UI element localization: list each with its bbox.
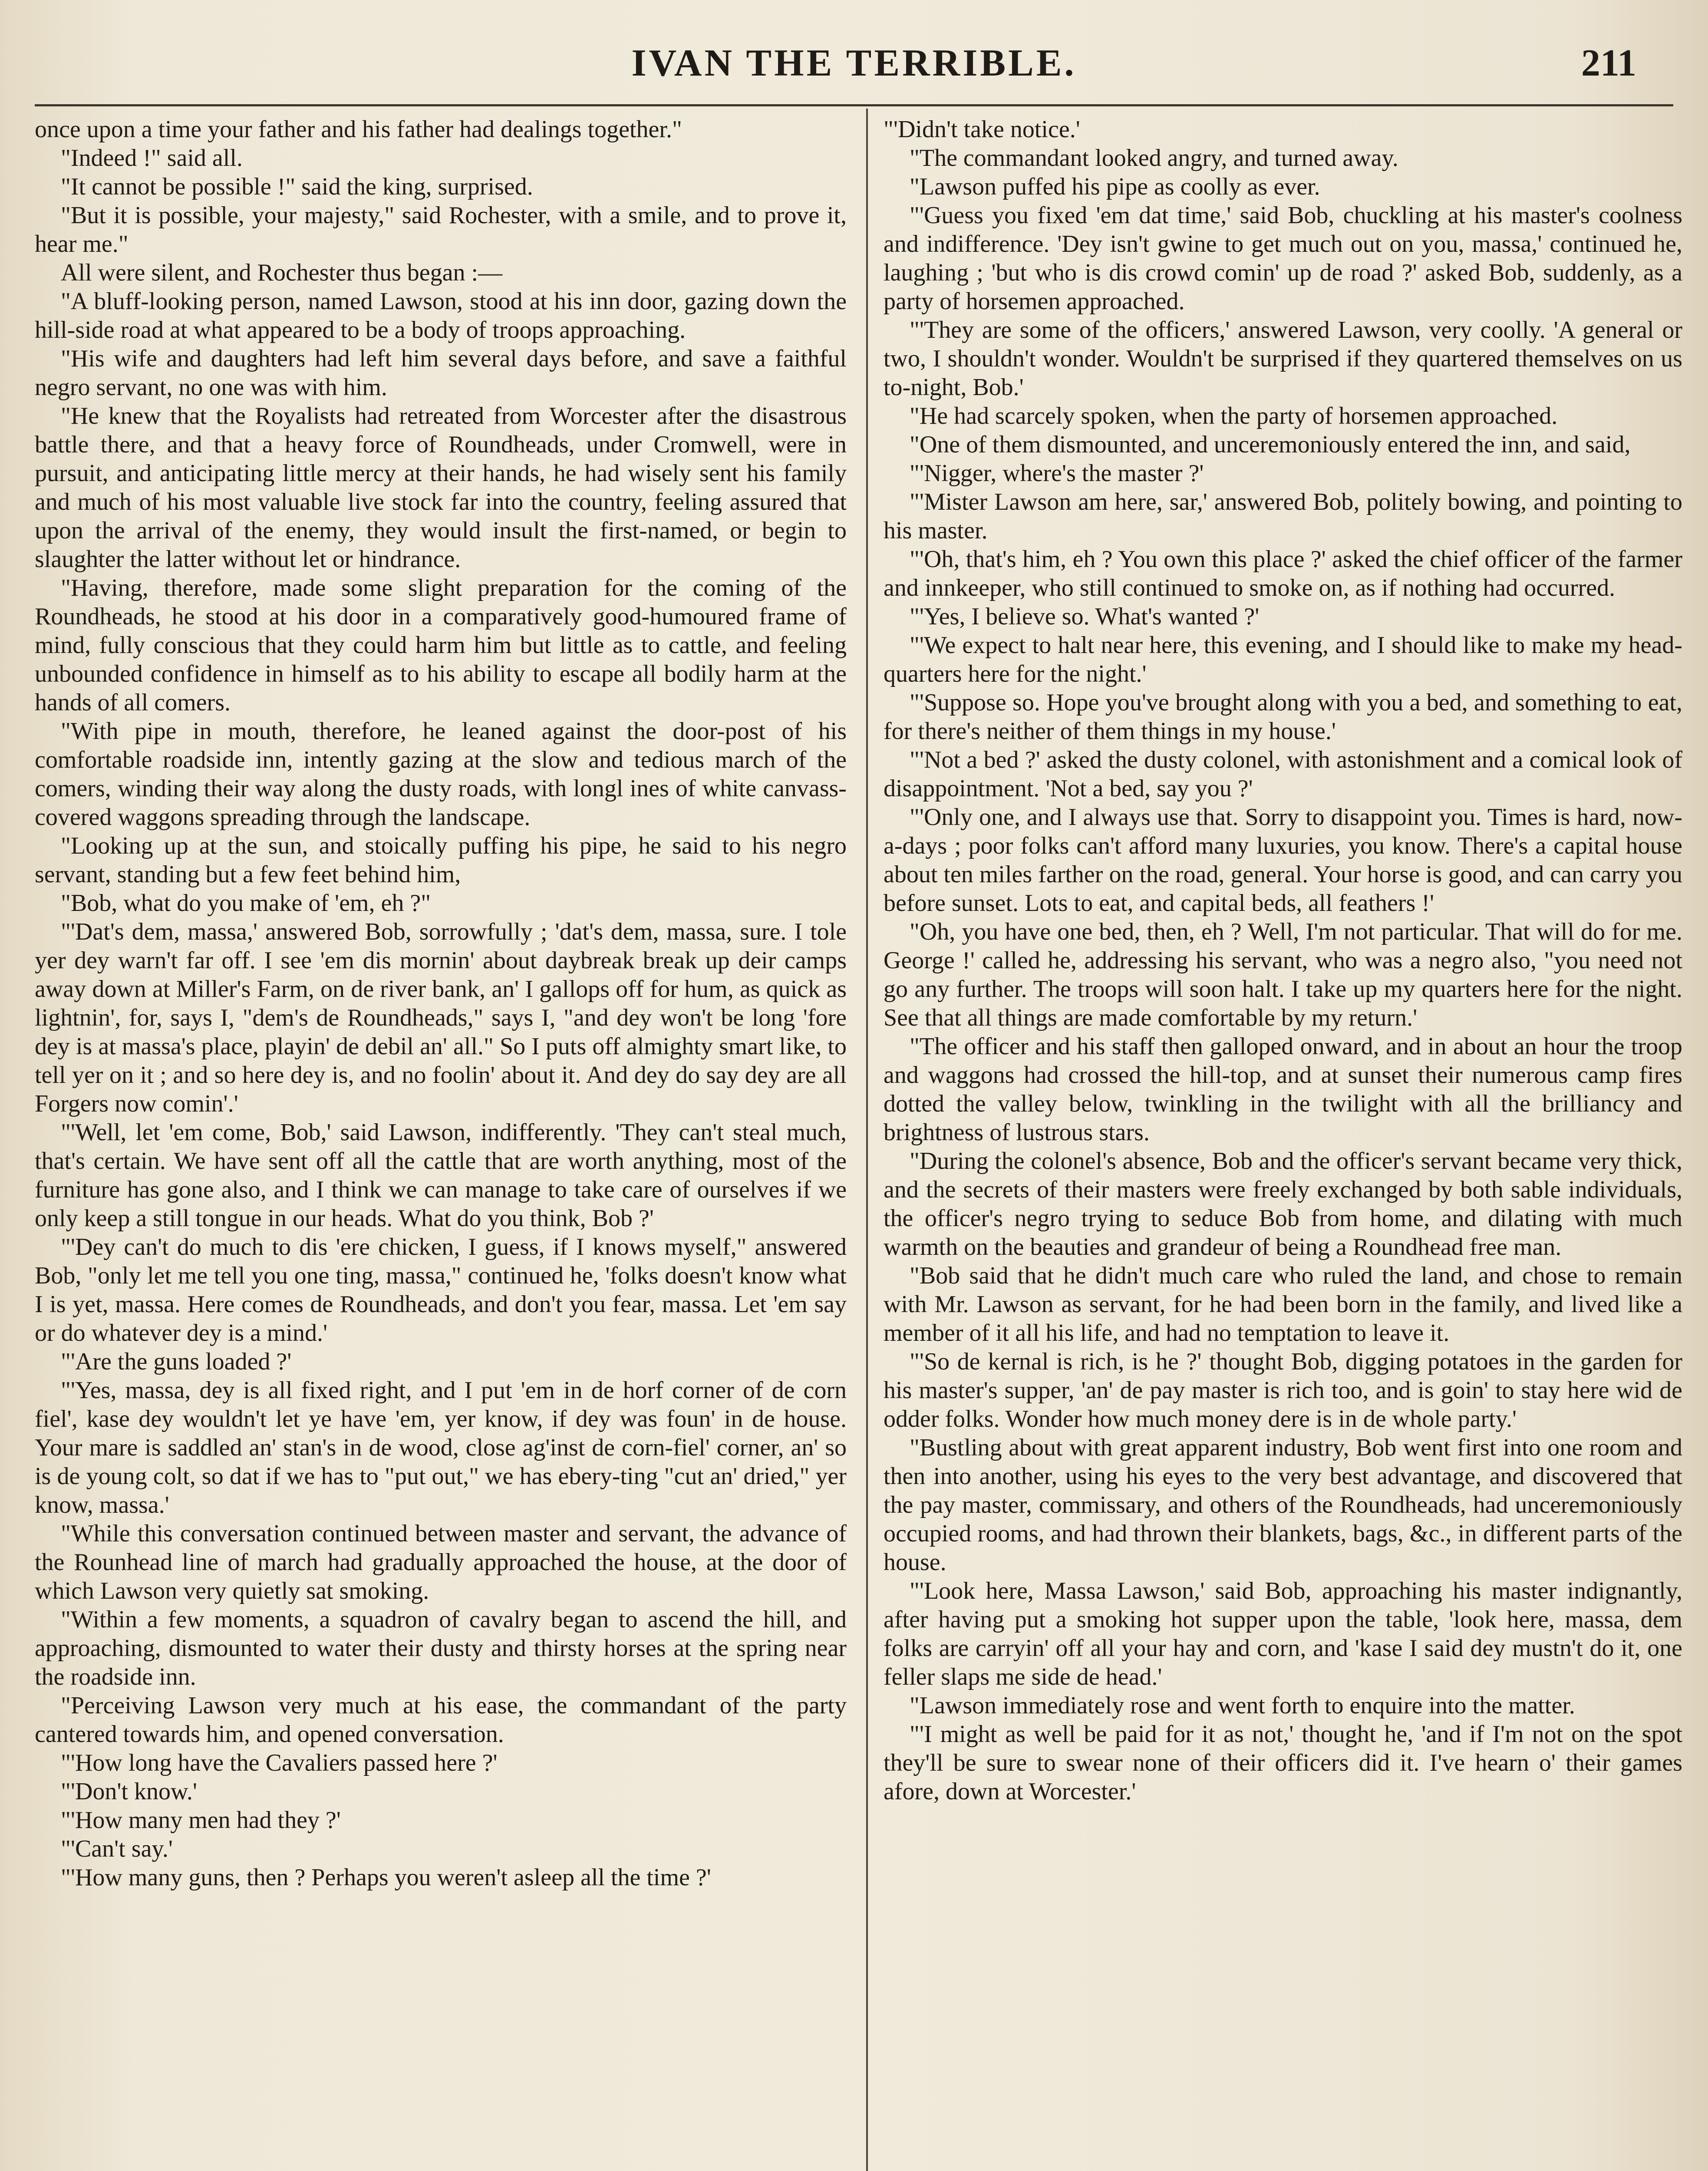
paragraph: "Within a few moments, a squadron of cavalry began to ascend the hill, and approaching, dismounted to water their dusty and thirsty horses at the spring near the roadside inn. [35,1606,847,1690]
paragraph: "'Well, let 'em come, Bob,' said Lawson, indifferently. 'They can't steal much, that's certain. We have sent off all the cattle that are worth anything, most of the furniture has gone also, and I think we can manage to take care of ourselves if we only keep a still tongue in our heads. What do you think, Bob ?' [35,1119,847,1232]
paragraph: "Oh, you have one bed, then, eh ? Well, I'm not particular. That will do for me. George !' called he, addressing his servant, who was a negro also, "you need not go any further. The troops will soon halt. I take up my quarters here for the night. See that all things are made comfortable by my return.' [884,918,1682,1031]
paragraph: "One of them dismounted, and unceremoniously entered the inn, and said, [910,431,1631,458]
paragraph: "'They are some of the officers,' answered Lawson, very coolly. 'A general or two, I shouldn't wonder. Wouldn't be surprised if they quartered themselves on us to-night, Bob.' [884,317,1682,401]
left-column [35,115,847,2171]
paragraph: "'Are the guns loaded ?' [61,1348,292,1375]
right-column [884,115,1682,2171]
paragraph: "'Look here, Massa Lawson,' said Bob, approaching his master indignantly, after having put a smoking hot supper upon the table, 'look here, massa, dem folks are carryin' off all your hay and corn, and 'kase I said dey mustn't do it, one feller slaps me side de head.' [884,1577,1682,1690]
paragraph: "But it is possible, your majesty," said Rochester, with a smile, and to prove it, hear me." [35,202,847,257]
paragraph: "Looking up at the sun, and stoically puffing his pipe, he said to his negro servant, standing but a few feet behind him, [35,832,847,888]
paragraph: "Bustling about with great apparent industry, Bob went first into one room and then into another, using his eyes to the very best advantage, and discovered that the pay master, commissary, and others of the Roundheads, had unceremoniously occupied rooms, and had thrown their blankets, bags, &c., in different parts of the house. [884,1434,1682,1576]
paragraph: "He knew that the Royalists had retreated from Worcester after the disastrous battle there, and that a heavy force of Roundheads, under Cromwell, were in pursuit, and anticipating little mercy at their hands, he had wisely sent his family and much of his most valuable live stock far into the country, feeling assured that upon the arrival of the enemy, they would insult the first-named, or begin to slaughter the latter without let or hindrance. [35,403,847,573]
paragraph: "His wife and daughters had left him several days before, and save a faithful negro servant, no one was with him. [35,345,847,401]
page-number: 211 [1581,42,1636,84]
paragraph: "The officer and his staff then galloped onward, and in about an hour the troop and waggons had crossed the hill-top, and at sunset their numerous camp fires dotted the valley below, twinkling in the twilight with all the brilliancy and brightness of lustrous stars. [884,1033,1682,1146]
paragraph: "'Can't say.' [61,1835,173,1862]
paragraph: once upon a time your father and his father had dealings together." [35,116,682,143]
running-title: IVAN THE TERRIBLE. [631,42,1077,84]
column-divider [866,109,868,2171]
paragraph: "'Only one, and I always use that. Sorry to disappoint you. Times is hard, now-a-days ; poor folks can't afford many luxuries, you know. There's a capital house about ten miles farther on the road, general. Your horse is good, and can carry you before sunset. Lots to eat, and capital beds, all feathers !' [884,804,1682,917]
paragraph: "'Nigger, where's the master ?' [910,460,1204,487]
paragraph: "Lawson puffed his pipe as coolly as ever. [910,173,1320,200]
paragraph: "'I might as well be paid for it as not,' thought he, 'and if I'm not on the spot they'll be sure to swear none of their officers did it. I've hearn o' their games afore, down at Worcester.' [884,1721,1682,1805]
paragraph: "Indeed !" said all. [61,145,243,172]
paragraph: "'Dat's dem, massa,' answered Bob, sorrowfully ; 'dat's dem, massa, sure. I tole yer dey warn't far off. I see 'em dis mornin' about daybreak break up deir camps away down at Miller's Farm, on de river bank, an' I gallops off for hum, as quick as lightnin', for, says I, "dem's de Roundheads," says I, "and dey won't be long 'fore dey is at massa's place, playin' de debil an' all." So I puts off almighty smart like, to tell yer on it ; and so here dey is, and no foolin' about it. And dey do say dey are all Forgers now comin'.' [35,918,847,1117]
paragraph: "'Don't know.' [61,1778,197,1805]
paragraph: "'Not a bed ?' asked the dusty colonel, with astonishment and a comical look of disappointment. 'Not a bed, say you ?' [884,746,1682,802]
paragraph: "'Didn't take notice.' [884,116,1080,143]
paragraph: "Bob said that he didn't much care who ruled the land, and chose to remain with Mr. Lawson as servant, for he had been born in the family, and lived like a member of it all his life, and had no temptation to leave it. [884,1262,1682,1346]
paragraph: "During the colonel's absence, Bob and the officer's servant became very thick, and the secrets of their masters were freely exchanged by both sable individuals, the officer's negro trying to seduce Bob from home, and dilating with much warmth on the beauties and grandeur of being a Roundhead free man. [884,1148,1682,1260]
paragraph: "Lawson immediately rose and went forth to enquire into the matter. [910,1692,1575,1719]
paragraph: "A bluff-looking person, named Lawson, stood at his inn door, gazing down the hill-side road at what appeared to be a body of troops approaching. [35,288,847,343]
paragraph: "'Guess you fixed 'em dat time,' said Bob, chuckling at his master's coolness and indifference. 'Dey isn't gwine to get much out on you, massa,' continued he, laughing ; 'but who is dis crowd comin' up de road ?' asked Bob, suddenly, as a party of horsemen approached. [884,202,1682,315]
paragraph: "The commandant looked angry, and turned away. [910,145,1398,172]
paragraph: All were silent, and Rochester thus began :— [61,259,503,286]
paragraph: "'How long have the Cavaliers passed here ?' [61,1749,498,1776]
paragraph: "Perceiving Lawson very much at his ease, the commandant of the party cantered towards him, and opened conversation. [35,1692,847,1748]
paragraph: "'Yes, massa, dey is all fixed right, and I put 'em in de horf corner of de corn fiel', kase dey wouldn't let ye have 'em, yer know, if dey was foun' in de house. Your mare is saddled an' stan's in de wood, close ag'inst de corn-fiel' corner, an' so is de young colt, so dat if we has to "put out," we has ebery-ting "cut an' dried," yer know, massa.' [35,1377,847,1518]
paragraph: "'Mister Lawson am here, sar,' answered Bob, politely bowing, and pointing to his master. [884,488,1682,544]
paragraph: "'How many guns, then ? Perhaps you weren't asleep all the time ?' [61,1864,711,1891]
paragraph: "'So de kernal is rich, is he ?' thought Bob, digging potatoes in the garden for his master's supper, 'an' de pay master is rich too, and is goin' to stay here wid de odder folks. Wonder how much money dere is in de whole party.' [884,1348,1682,1432]
paragraph: "It cannot be possible !" said the king, surprised. [61,173,533,200]
paragraph: "He had scarcely spoken, when the party of horsemen approached. [910,403,1558,429]
paragraph: "Bob, what do you make of 'em, eh ?" [61,890,431,917]
page-header [0,41,1708,102]
paragraph: "With pipe in mouth, therefore, he leaned against the door-post of his comfortable roadside inn, intently gazing at the slow and tedious march of the comers, winding their way along the dusty roads, with longl ines of white canvass-covered waggons spreading through the landscape. [35,718,847,831]
paragraph: "'Yes, I believe so. What's wanted ?' [910,603,1260,630]
paragraph: "'Suppose so. Hope you've brought along with you a bed, and something to eat, for there's neither of them things in my house.' [884,689,1682,745]
paragraph: "Having, therefore, made some slight preparation for the coming of the Roundheads, he stood at his door in a comparatively good-humoured frame of mind, fully conscious that they could harm him but little as to cattle, and feeling unbounded confidence in himself as to his ability to escape all bodily harm at the hands of all comers. [35,574,847,716]
paragraph: "'Oh, that's him, eh ? You own this place ?' asked the chief officer of the farmer and innkeeper, who still continued to smoke on, as if nothing had occurred. [884,546,1682,601]
header-rule [35,104,1673,106]
paragraph: "'How many men had they ?' [61,1807,341,1834]
paragraph: "'Dey can't do much to dis 'ere chicken, I guess, if I knows myself," answered Bob, "only let me tell you one ting, massa," continued he, 'folks doesn't know what I is yet, massa. Here comes de Roundheads, and don't you fear, massa. Let 'em say or do whatever dey is a mind.' [35,1234,847,1346]
paragraph: "While this conversation continued between master and servant, the advance of the Rounhead line of march had gradually approached the house, at the door of which Lawson very quietly sat smoking. [35,1520,847,1604]
paragraph: "'We expect to halt near here, this evening, and I should like to make my head-quarters here for the night.' [884,632,1682,687]
